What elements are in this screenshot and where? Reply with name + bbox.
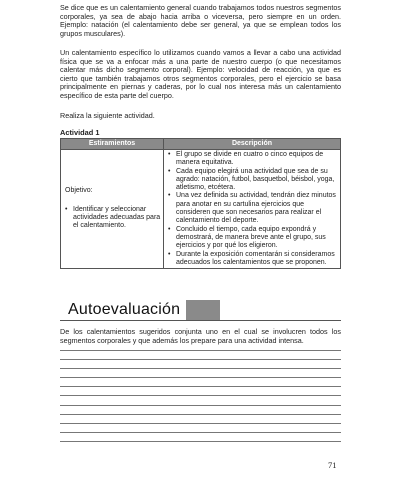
answer-line[interactable]	[60, 359, 341, 360]
description-item: • Una vez definida su actividad, tendrán diez minutos para anotar en su cartulina ejercicios que consideren que son necesarios para realizar el calentamiento del deporte.	[176, 192, 338, 225]
paragraph-instruction: Realiza la siguiente actividad.	[60, 111, 155, 120]
description-cell	[164, 150, 341, 269]
answer-line[interactable]	[60, 395, 341, 396]
answer-line[interactable]	[60, 432, 341, 433]
activity-table	[60, 138, 341, 269]
answer-line[interactable]	[60, 386, 341, 387]
objective-list	[63, 206, 161, 231]
heading-decoration-box	[186, 300, 220, 320]
answer-line[interactable]	[60, 423, 341, 424]
autoevaluacion-prompt: De los calentamientos sugeridos conjunta uno en el cual se involucren todos los segmentos corporales y que además los prepare para una actividad intensa.	[60, 327, 341, 345]
answer-line[interactable]	[60, 368, 341, 369]
description-list	[166, 151, 338, 267]
heading-divider	[60, 320, 341, 321]
objective-item: • Identificar y seleccionar actividades adecuadas para el calentamiento.	[73, 206, 161, 231]
activity-table-row	[61, 150, 341, 269]
objective-cell	[61, 150, 164, 269]
description-item: • El grupo se divide en cuatro o cinco equipos de manera equitativa.	[176, 151, 338, 168]
description-item: • Cada equipo elegirá una actividad que sea de su agrado: natación, futbol, basquetbol, béisbol, yoga, atletismo, etcétera.	[176, 168, 338, 193]
answer-line[interactable]	[60, 377, 341, 378]
answer-line[interactable]	[60, 441, 341, 442]
paragraph-general-warmup: Se dice que es un calentamiento general cuando trabajamos todos nuestros segmentos corporales, ya sea de abajo hacia arriba o viceversa, pero siempre en un orden. Ejemplo: natación (el calentamiento debe ser general, ya que se emplean todos los grupos musculares).	[60, 3, 341, 38]
answer-line[interactable]	[60, 350, 341, 351]
header-descripcion: Descripción	[164, 139, 341, 150]
answer-lines[interactable]	[60, 350, 341, 450]
description-item: • Durante la exposición comentarán si consideramos adecuados los calentamientos que se proponen.	[176, 251, 338, 268]
answer-line[interactable]	[60, 414, 341, 415]
paragraph-specific-warmup: Un calentamiento específico lo utilizamos cuando vamos a llevar a cabo una actividad física que se va a enfocar más a una parte de nuestro cuerpo (o que necesitamos calentar más dicho segmento corporal). Ejemplo: velocidad de reacción, ya que es cierto que también trabajamos otros segmentos corporales, pero el ejercicio se basa principalmente en piernas y caderas, por lo cual nos interesa más un calentamiento específico de esta parte del cuerpo.	[60, 48, 341, 100]
activity-table-header-row	[61, 139, 341, 150]
header-estiramientos: Estiramientos	[61, 139, 164, 150]
objective-label: Objetivo:	[65, 187, 93, 195]
page-number: 71	[328, 460, 337, 470]
description-item: • Concluido el tiempo, cada equipo expondrá y demostrará, de manera breve ante el grupo, sus ejercicios y por qué los eligieron.	[176, 226, 338, 251]
answer-line[interactable]	[60, 405, 341, 406]
autoevaluacion-title: Autoevaluación	[68, 301, 181, 318]
activity-title: Actividad 1	[60, 128, 100, 137]
autoevaluacion-heading	[68, 300, 220, 320]
